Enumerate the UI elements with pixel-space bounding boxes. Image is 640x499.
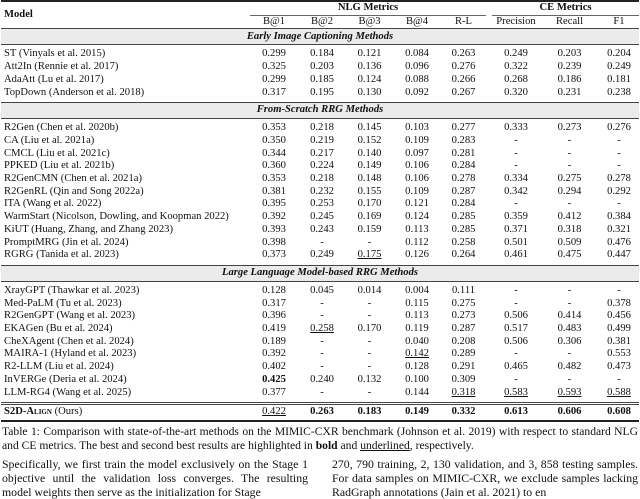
metric-value: 0.475 — [557, 249, 582, 261]
model-name: WarmStart (Nicolson, Dowling, and Koopman 2022) — [4, 211, 229, 223]
metric-value: 0.128 — [262, 284, 286, 296]
model-name: PromptMRG (Jin et al. 2024) — [4, 236, 129, 248]
model-name: ST (Vinyals et al. 2015) — [4, 48, 106, 60]
metric-value: 0.482 — [557, 361, 582, 373]
table-row — [1, 173, 639, 186]
body-left-column: Specifically, we first train the model exclusively on the Stage 1 objective until the validation loss converges. The resulting model weights then serve as the initialization for Stage — [2, 457, 308, 499]
metric-value: - — [320, 236, 324, 248]
table-row — [1, 87, 639, 100]
metric-value: 0.045 — [310, 284, 334, 296]
table-row — [1, 122, 639, 135]
metric-value: 0.004 — [405, 284, 429, 296]
metric-value: 0.128 — [405, 361, 429, 373]
metric-value: 0.121 — [405, 198, 429, 210]
metric-value: - — [514, 373, 518, 385]
metric-value: 0.232 — [310, 185, 334, 197]
metric-value: 0.126 — [405, 249, 429, 261]
metric-value: 0.447 — [607, 249, 631, 261]
metric-value: 0.278 — [607, 173, 631, 185]
metric-value: 0.284 — [451, 198, 476, 210]
metric-value: - — [567, 373, 572, 385]
metric-value: 0.264 — [451, 249, 476, 261]
metric-value: 0.170 — [357, 323, 382, 335]
metric-value: 0.258 — [451, 236, 476, 248]
metric-value: 0.283 — [451, 134, 476, 146]
metric-value: 0.476 — [607, 236, 631, 248]
metric-value: 0.224 — [310, 160, 334, 172]
table-row — [1, 237, 639, 250]
metric-value: 0.425 — [262, 373, 286, 385]
metric-value: 0.106 — [405, 173, 429, 185]
metric-value: 0.136 — [357, 61, 382, 73]
column-header: Precision — [496, 15, 536, 27]
metric-value: 0.393 — [262, 223, 286, 235]
metric-value: 0.275 — [557, 173, 582, 185]
model-name: R2GenGPT (Wang et al. 2023) — [4, 310, 136, 322]
metric-value: 0.321 — [607, 223, 631, 235]
column-header: R-L — [454, 15, 473, 27]
metric-value: 0.285 — [451, 223, 476, 235]
metric-value: 0.111 — [451, 284, 476, 296]
results-table — [1, 0, 639, 422]
metric-value: 0.588 — [607, 386, 631, 398]
metric-value: 0.378 — [607, 297, 631, 309]
caption-text: and — [337, 439, 361, 453]
metric-value: 0.377 — [262, 386, 286, 398]
table-row — [1, 135, 639, 148]
metric-value: - — [617, 147, 621, 159]
metric-value: 0.419 — [262, 323, 286, 335]
metric-value: 0.186 — [557, 73, 582, 85]
metric-value: 0.195 — [310, 86, 334, 98]
metric-value: 0.276 — [607, 122, 631, 134]
metric-value: 0.381 — [262, 185, 286, 197]
metric-value: 0.284 — [451, 160, 476, 172]
metric-value: - — [367, 335, 372, 347]
model-name: XrayGPT (Thawkar et al. 2023) — [4, 284, 140, 296]
metric-value: - — [567, 147, 572, 159]
caption-text: , respectively. — [409, 439, 474, 453]
model-header: Model — [4, 8, 33, 20]
metric-value: 0.124 — [357, 73, 382, 85]
metric-value: 0.333 — [504, 122, 528, 134]
model-name: EKAGen (Bu et al. 2024) — [4, 323, 113, 335]
metric-value: 0.461 — [504, 249, 528, 261]
metric-value: - — [514, 147, 518, 159]
metric-value: - — [367, 348, 372, 360]
metric-value: 0.148 — [357, 173, 382, 185]
metric-value: 0.501 — [504, 236, 528, 248]
metric-value: 0.249 — [504, 48, 528, 60]
model-name: KiUT (Huang, Zhang, and Zhang 2023) — [4, 223, 173, 235]
metric-value: 0.289 — [451, 348, 476, 360]
metric-value: 0.422 — [262, 406, 286, 418]
metric-value: 0.103 — [405, 122, 429, 134]
table-row — [1, 198, 639, 211]
metric-value: 0.398 — [262, 236, 286, 248]
column-header: B@3 — [358, 15, 381, 27]
metric-value: - — [367, 297, 372, 309]
table-row — [1, 186, 639, 199]
table-row — [1, 61, 639, 74]
metric-value: 0.121 — [357, 48, 382, 60]
metric-value: - — [320, 297, 324, 309]
metric-value: - — [514, 297, 518, 309]
metric-value: 0.325 — [262, 61, 286, 73]
metric-value: 0.203 — [310, 61, 334, 73]
section-header: Early Image Captioning Methods — [1, 29, 639, 45]
metric-value: 0.145 — [357, 122, 382, 134]
table-row — [1, 387, 639, 400]
table-row — [1, 336, 639, 349]
metric-value: 0.189 — [262, 335, 286, 347]
table-caption — [2, 425, 638, 453]
metric-value: 0.402 — [262, 361, 286, 373]
metric-value: 0.360 — [262, 160, 286, 172]
metric-value: 0.509 — [557, 236, 582, 248]
metric-value: 0.217 — [310, 147, 334, 159]
model-name: R2Gen (Chen et al. 2020b) — [4, 122, 119, 134]
metric-value: 0.384 — [607, 211, 631, 223]
metric-value: 0.506 — [504, 310, 528, 322]
metric-value: 0.132 — [357, 373, 382, 385]
metric-value: 0.119 — [405, 323, 429, 335]
metric-value: 0.392 — [262, 348, 286, 360]
metric-value: 0.130 — [357, 86, 382, 98]
metric-value: 0.181 — [607, 73, 631, 85]
metric-value: 0.412 — [557, 211, 582, 223]
metric-value: 0.553 — [607, 348, 631, 360]
table-row — [1, 310, 639, 323]
metric-value: 0.243 — [310, 223, 334, 235]
metric-value: 0.473 — [607, 361, 631, 373]
metric-value: - — [567, 284, 572, 296]
metric-value: - — [567, 160, 572, 172]
metric-value: 0.281 — [451, 147, 476, 159]
metric-value: 0.277 — [451, 122, 476, 134]
metric-value: 0.249 — [607, 61, 631, 73]
metric-value: 0.219 — [310, 134, 334, 146]
metric-value: 0.249 — [310, 249, 334, 261]
metric-value: 0.238 — [607, 86, 631, 98]
model-name — [1, 404, 250, 422]
metric-value: 0.144 — [405, 386, 429, 398]
metric-value: 0.396 — [262, 310, 286, 322]
metric-value: 0.322 — [504, 61, 528, 73]
metric-value: - — [514, 284, 518, 296]
metric-value: 0.317 — [262, 86, 286, 98]
metric-value: 0.092 — [405, 86, 429, 98]
column-header: B@1 — [262, 15, 286, 27]
table-row — [1, 48, 639, 61]
metric-value: 0.183 — [357, 406, 382, 418]
metric-value: - — [617, 284, 621, 296]
caption-text: Table 1: Comparison with state-of-the-art methods on the MIMIC-CXR benchmark (Johnson et al. 2019) with respect to standard NLG and CE metrics. The best and second best results are highlighted in — [2, 425, 638, 453]
metric-value: 0.373 — [262, 249, 286, 261]
metric-value: 0.159 — [357, 223, 382, 235]
model-name: CMCL (Liu et al. 2021c) — [4, 147, 110, 159]
metric-value: - — [320, 361, 324, 373]
metric-value: 0.218 — [310, 173, 334, 185]
metric-value: - — [320, 386, 324, 398]
metric-value: - — [514, 198, 518, 210]
metric-value: - — [514, 134, 518, 146]
metric-value: 0.266 — [451, 73, 476, 85]
metric-value: 0.299 — [262, 73, 286, 85]
metric-value: 0.317 — [262, 297, 286, 309]
metric-value: 0.097 — [405, 147, 429, 159]
metric-value: 0.112 — [405, 236, 429, 248]
metric-value: 0.332 — [451, 406, 476, 418]
model-name: AdaAtt (Lu et al. 2017) — [4, 73, 104, 85]
metric-value: - — [514, 348, 518, 360]
nlg-metrics-header: NLG Metrics — [250, 1, 486, 15]
metric-value: 0.106 — [405, 160, 429, 172]
metric-value: 0.278 — [451, 173, 476, 185]
metric-value: 0.292 — [607, 185, 631, 197]
metric-value: 0.299 — [262, 48, 286, 60]
metric-value: - — [514, 160, 518, 172]
model-name: CA (Liu et al. 2021a) — [4, 134, 95, 146]
metric-value: 0.465 — [504, 361, 528, 373]
body-text — [2, 457, 638, 499]
metric-value: - — [567, 198, 572, 210]
ce-metrics-header: CE Metrics — [492, 1, 639, 15]
metric-value: 0.334 — [504, 173, 528, 185]
metric-value: 0.096 — [405, 61, 429, 73]
metric-value: - — [617, 160, 621, 172]
metric-value: 0.185 — [310, 73, 334, 85]
metric-value: 0.258 — [310, 323, 334, 335]
model-name: Med-PaLM (Tu et al. 2023) — [4, 297, 122, 309]
metric-value: - — [617, 134, 621, 146]
metric-value: 0.040 — [405, 335, 429, 347]
metric-value: 0.088 — [405, 73, 429, 85]
metric-value: 0.169 — [357, 211, 382, 223]
metric-value: 0.287 — [451, 185, 476, 197]
metric-value: 0.395 — [262, 198, 286, 210]
metric-value: - — [617, 373, 621, 385]
metric-value: 0.268 — [504, 73, 528, 85]
metric-value: 0.456 — [607, 310, 631, 322]
metric-value: 0.306 — [557, 335, 582, 347]
caption-underlined: underlined — [360, 439, 410, 453]
metric-value: 0.506 — [504, 335, 528, 347]
model-name: ITA (Wang et al. 2022) — [4, 198, 102, 210]
metric-value: 0.275 — [451, 297, 476, 309]
metric-value: 0.291 — [451, 361, 476, 373]
body-right-column: 270, 790 training, 2, 130 validation, and 3, 858 testing samples. For data samples on MIMIC-CXR, we exclude samples lacking RadGraph annotations (Jain et al. 2021) to en — [332, 457, 638, 499]
model-name: R2-LLM (Liu et al. 2024) — [4, 361, 114, 373]
metric-value: 0.203 — [557, 48, 582, 60]
column-header: Recall — [555, 15, 584, 27]
metric-value: 0.263 — [451, 48, 476, 60]
metric-value: 0.115 — [405, 297, 429, 309]
column-header: F1 — [613, 15, 625, 27]
table-row — [1, 160, 639, 173]
metric-value: 0.353 — [262, 173, 286, 185]
table-row — [1, 285, 639, 298]
metric-value: 0.263 — [310, 406, 334, 418]
ours-name: S2D- — [4, 406, 27, 418]
model-name: TopDown (Anderson et al. 2018) — [4, 86, 145, 98]
metric-value: 0.113 — [405, 310, 429, 322]
metric-value: 0.344 — [262, 147, 286, 159]
table-row — [1, 348, 639, 361]
table-row — [1, 224, 639, 237]
metric-value: - — [320, 348, 324, 360]
metric-value: 0.414 — [557, 310, 582, 322]
metric-value: 0.350 — [262, 134, 286, 146]
metric-value: 0.175 — [357, 249, 382, 261]
model-name: RGRG (Tanida et al. 2023) — [4, 249, 119, 261]
table-row — [1, 361, 639, 374]
metric-value: 0.124 — [405, 211, 429, 223]
metric-value: 0.267 — [451, 86, 476, 98]
metric-value: 0.593 — [557, 386, 582, 398]
model-name: Att2In (Rennie et al. 2017) — [4, 61, 119, 73]
metric-value: 0.184 — [310, 48, 334, 60]
metric-value: - — [367, 386, 372, 398]
metric-value: 0.613 — [504, 406, 528, 418]
metric-value: 0.084 — [405, 48, 429, 60]
metric-value: 0.113 — [405, 223, 429, 235]
metric-value: 0.318 — [557, 223, 582, 235]
metric-value: 0.276 — [451, 61, 476, 73]
model-name: R2GenRL (Qin and Song 2022a) — [4, 185, 144, 197]
metric-value: 0.014 — [357, 284, 382, 296]
metric-value: 0.499 — [607, 323, 631, 335]
table-row — [1, 211, 639, 224]
metric-value: 0.606 — [557, 406, 582, 418]
metric-value: 0.309 — [451, 373, 476, 385]
table-row — [1, 323, 639, 336]
model-name: LLM-RG4 (Wang et al. 2025) — [4, 386, 132, 398]
metric-value: 0.392 — [262, 211, 286, 223]
metric-value: 0.170 — [357, 198, 382, 210]
metric-value: 0.287 — [451, 323, 476, 335]
metric-value: 0.294 — [557, 185, 582, 197]
metric-value: 0.231 — [557, 86, 582, 98]
metric-value: 0.109 — [405, 185, 429, 197]
model-name: PPKED (Liu et al. 2021b) — [4, 160, 115, 172]
metric-value: - — [617, 198, 621, 210]
ours-name-smallcaps: Align — [26, 406, 52, 418]
metric-value: 0.273 — [557, 122, 582, 134]
model-name: InVERGe (Deria et al. 2024) — [4, 373, 127, 385]
column-header: B@4 — [405, 15, 429, 27]
metric-value: 0.100 — [405, 373, 429, 385]
section-header: From-Scratch RRG Methods — [1, 103, 639, 119]
metric-value: 0.342 — [504, 185, 528, 197]
metric-value: 0.218 — [310, 122, 334, 134]
table-row — [1, 404, 639, 422]
metric-value: 0.155 — [357, 185, 382, 197]
metric-value: - — [567, 134, 572, 146]
metric-value: 0.253 — [310, 198, 334, 210]
metric-value: 0.204 — [607, 48, 631, 60]
metric-value: 0.142 — [405, 348, 429, 360]
metric-value: 0.109 — [405, 134, 429, 146]
metric-value: 0.320 — [504, 86, 528, 98]
model-name: CheXAgent (Chen et al. 2024) — [4, 335, 134, 347]
column-header: B@2 — [310, 15, 334, 27]
model-name: R2GenCMN (Chen et al. 2021a) — [4, 173, 142, 185]
model-name: MAIRA-1 (Hyland et al. 2023) — [4, 348, 137, 360]
metric-value: 0.245 — [310, 211, 334, 223]
ours-suffix: (Ours) — [51, 406, 83, 418]
table-row — [1, 148, 639, 161]
metric-value: 0.381 — [607, 335, 631, 347]
metric-value: 0.583 — [504, 386, 528, 398]
metric-value: - — [320, 310, 324, 322]
metric-value: 0.285 — [451, 211, 476, 223]
metric-value: 0.140 — [357, 147, 382, 159]
table-row — [1, 374, 639, 387]
table-row — [1, 74, 639, 87]
metric-value: 0.359 — [504, 211, 528, 223]
metric-value: 0.371 — [504, 223, 528, 235]
metric-value: 0.208 — [451, 335, 476, 347]
metric-value: - — [367, 310, 372, 322]
metric-value: 0.239 — [557, 61, 582, 73]
metric-value: 0.149 — [405, 406, 429, 418]
metric-value: - — [567, 297, 572, 309]
metric-value: - — [367, 236, 372, 248]
section-header: Large Language Model-based RRG Methods — [1, 265, 639, 281]
metric-value: 0.152 — [357, 134, 382, 146]
metric-value: 0.318 — [451, 386, 476, 398]
metric-value: 0.240 — [310, 373, 334, 385]
caption-bold: bold — [315, 439, 338, 453]
metric-value: 0.608 — [607, 406, 631, 418]
metric-value: 0.273 — [451, 310, 476, 322]
table-row — [1, 298, 639, 311]
table-row — [1, 249, 639, 262]
metric-value: 0.149 — [357, 160, 382, 172]
metric-value: 0.483 — [557, 323, 582, 335]
metric-value: 0.517 — [504, 323, 528, 335]
metric-value: - — [567, 348, 572, 360]
metric-value: - — [367, 361, 372, 373]
metric-value: - — [320, 335, 324, 347]
metric-value: 0.353 — [262, 122, 286, 134]
